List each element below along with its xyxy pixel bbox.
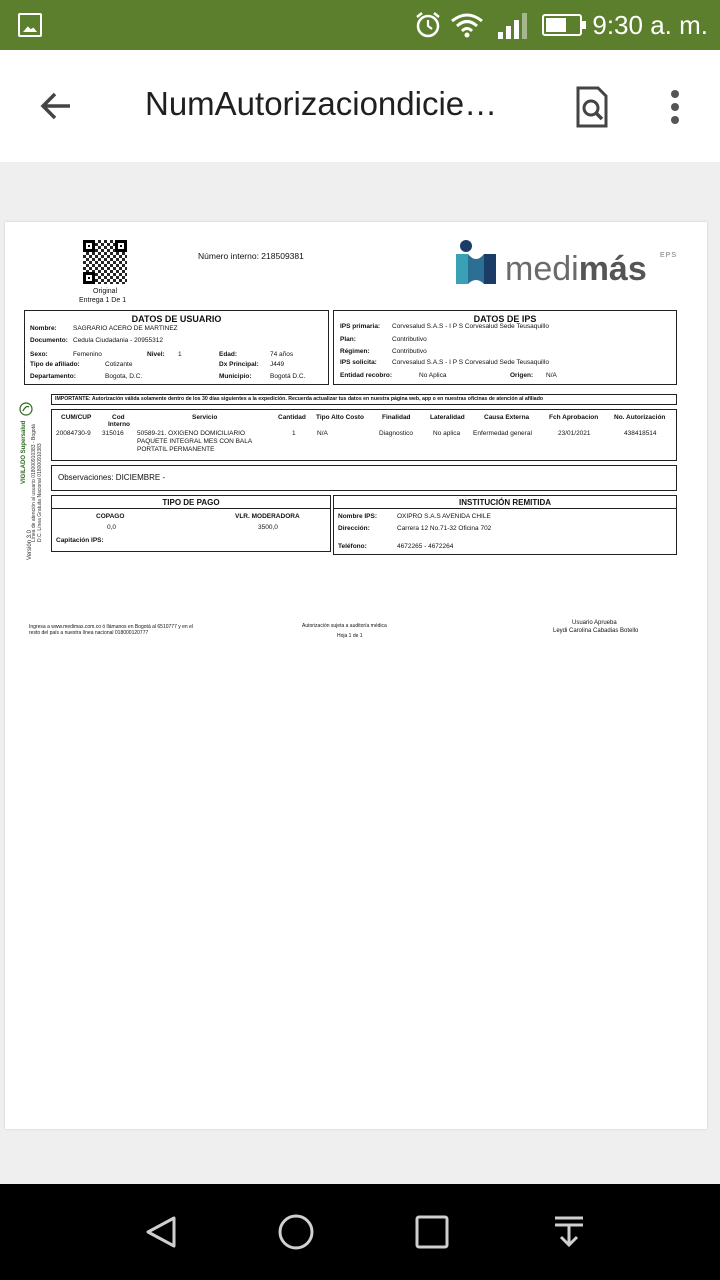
edad-label: Edad: (219, 351, 238, 358)
plan-label: Plan: (340, 336, 356, 343)
qr-caption-original: Original (93, 288, 118, 295)
app-bar (0, 50, 720, 162)
numero-interno: Número interno: 218509381 (198, 251, 304, 261)
footer-left-1: Ingresa a www.medimas.com.co ó llámanos en Bogotá al 6510777 y en el (29, 624, 193, 630)
dx-label: Dx Principal: (219, 361, 259, 368)
linea-atencion: Línea de atención al usuario 018000910383 - Bogotá D.C. Línea Gratuita Nacional 018000910383 (31, 424, 43, 542)
col-cantidad: Cantidad (278, 414, 306, 421)
moderadora-value: 3500,0 (258, 524, 278, 531)
qr-code-icon (83, 240, 127, 284)
documento-value: Cedula Ciudadania - 20955312 (73, 337, 163, 344)
capitacion-label: Capitación IPS: (56, 537, 104, 544)
edad-value: 74 años (270, 351, 294, 358)
alarm-icon (414, 11, 442, 39)
datos-ips-box (333, 310, 677, 385)
supersalud-logo-icon (19, 402, 33, 416)
cell-cod: 315016 (102, 430, 124, 437)
servicios-table (51, 409, 677, 461)
wifi-icon (450, 12, 484, 38)
importante-box (51, 394, 677, 405)
institucion-remitida-header: INSTITUCIÓN REMITIDA (459, 498, 551, 507)
col-tipo-alto-costo: Tipo Alto Costo (316, 414, 365, 421)
document-title: NumAutorizaciondicie… (145, 85, 498, 122)
importante-text: IMPORTANTE: Autorización válida solamente dentro de los 30 días siguientes a la expedición. Recuerda actualizar tus datos en nuestra página web, app o en nuestras oficinas de atención al afiliado (55, 396, 544, 402)
cell-servicio-3: PORTATIL PERMANENTE (137, 446, 215, 453)
moderadora-label: VLR. MODERADORA (235, 513, 300, 520)
cell-servicio-1: 50589-21. OXIGENO DOMICILIARIO (137, 430, 246, 437)
tipo-pago-box (51, 495, 331, 552)
battery-icon (542, 14, 582, 36)
more-vert-icon[interactable] (664, 86, 688, 128)
status-bar (0, 0, 720, 50)
nombre-ips-label: Nombre IPS: (338, 513, 378, 520)
entidad-recobro-value: No Aplica (419, 372, 447, 379)
clock: 9:30 a. m. (592, 10, 708, 40)
cell-finalidad: Diagnostico (379, 430, 413, 437)
version-label: Versión 3.0 (27, 529, 33, 560)
pdf-page (5, 222, 707, 1129)
recents-square-icon[interactable] (414, 1214, 450, 1250)
regimen-label: Régimen: (340, 348, 370, 355)
departamento-value: Bogota, D.C. (105, 373, 143, 380)
back-triangle-icon[interactable] (142, 1214, 178, 1250)
municipio-label: Municipio: (219, 373, 252, 380)
footer-left-2: resto del país a nuestra línea nacional 018000120777 (29, 630, 149, 636)
nombre-value: SAGRARIO ACERO DE MARTINEZ (73, 325, 178, 332)
col-finalidad: Finalidad (382, 414, 411, 421)
cell-cum: 20084730-9 (56, 430, 91, 437)
cell-cantidad: 1 (292, 430, 296, 437)
vigilado-supersalud: VIGILADO Supersalud (21, 420, 27, 484)
footer-right-1: Usuario Aprueba (572, 620, 617, 626)
download-icon[interactable] (552, 1214, 586, 1250)
origen-value: N/A (546, 372, 557, 379)
cell-alto-costo: N/A (317, 430, 328, 437)
col-cod-interno-2: Interno (108, 421, 131, 428)
cell-lateralidad: No aplica (433, 430, 461, 437)
cell-causa: Enfermedad general (473, 430, 532, 437)
back-arrow-icon[interactable] (34, 84, 78, 128)
observaciones-text: Observaciones: DICIEMBRE - (58, 473, 166, 482)
plan-value: Contributivo (392, 336, 427, 343)
dx-value: J449 (270, 361, 285, 368)
col-cum-cup: CUM/CUP (61, 414, 92, 421)
footer-right-2: Leydi Carolina Cabadias Botello (553, 628, 639, 634)
nivel-value: 1 (178, 351, 182, 358)
institucion-remitida-box (333, 495, 677, 555)
navigation-bar (0, 1184, 720, 1280)
cell-autorizacion: 438418514 (624, 430, 657, 437)
col-cod-interno-1: Cod (112, 414, 125, 421)
tipo-afiliado-label: Tipo de afiliado: (30, 361, 80, 368)
pdf-viewer[interactable] (0, 162, 720, 1184)
entidad-recobro-label: Entidad recobro: (340, 372, 393, 379)
ips-primaria-value: Corvesalud S.A.S - I P S Corvesalud Sede Teusaquillo (392, 323, 549, 330)
signal-icon (498, 13, 528, 39)
nombre-label: Nombre: (30, 325, 57, 332)
datos-usuario-header: DATOS DE USUARIO (131, 314, 222, 324)
ips-primaria-label: IPS primaria: (340, 323, 381, 330)
footer-center-2: Hoja 1 de 1 (337, 633, 363, 639)
search-document-icon[interactable] (574, 86, 610, 128)
home-circle-icon[interactable] (276, 1212, 316, 1252)
nivel-label: Nivel: (147, 351, 165, 358)
col-no-autorizacion: No. Autorización (614, 414, 666, 421)
copago-value: 0,0 (107, 524, 117, 531)
observaciones-box (51, 465, 677, 491)
logo-text: medimás (505, 250, 647, 288)
datos-usuario-box (24, 310, 329, 385)
medimas-logo-icon (454, 240, 498, 286)
regimen-value: Contributivo (392, 348, 427, 355)
col-lateralidad: Lateralidad (430, 414, 465, 421)
ips-solicita-label: IPS solicita: (340, 359, 377, 366)
documento-label: Documento: (30, 337, 68, 344)
footer-center-1: Autorización sujeta a auditoría médica (302, 623, 387, 629)
origen-label: Origen: (510, 372, 534, 379)
telefono-label: Teléfono: (338, 543, 367, 550)
col-fch-aprobacion: Fch Aprobacion (549, 414, 599, 421)
telefono-value: 4672265 - 4672264 (397, 543, 454, 550)
ips-solicita-value: Corvesalud S.A.S - I P S Corvesalud Sede Teusaquillo (392, 359, 549, 366)
datos-ips-header: DATOS DE IPS (473, 314, 537, 324)
direccion-value: Carrera 12 No.71-32 Oficina 702 (397, 525, 492, 532)
nombre-ips-value: OXIPRO S.A.S AVENIDA CHILE (397, 513, 491, 520)
copago-label: COPAGO (96, 513, 125, 520)
cell-fecha: 23/01/2021 (558, 430, 591, 437)
tipo-pago-header: TIPO DE PAGO (162, 498, 220, 507)
sexo-label: Sexo: (30, 351, 48, 358)
col-servicio: Servicio (192, 414, 218, 421)
cell-servicio-2: PAQUETE INTEGRAL MES CON BALA (137, 438, 253, 445)
municipio-value: Bogotá D.C. (270, 373, 306, 380)
departamento-label: Departamento: (30, 373, 76, 380)
direccion-label: Dirección: (338, 525, 370, 532)
qr-caption-entrega: Entrega 1 De 1 (79, 297, 127, 304)
logo-eps: EPS (660, 252, 678, 259)
tipo-afiliado-value: Cotizante (105, 361, 133, 368)
sexo-value: Femenino (73, 351, 102, 358)
col-causa-externa: Causa Externa (484, 414, 530, 421)
gallery-icon (18, 13, 42, 37)
